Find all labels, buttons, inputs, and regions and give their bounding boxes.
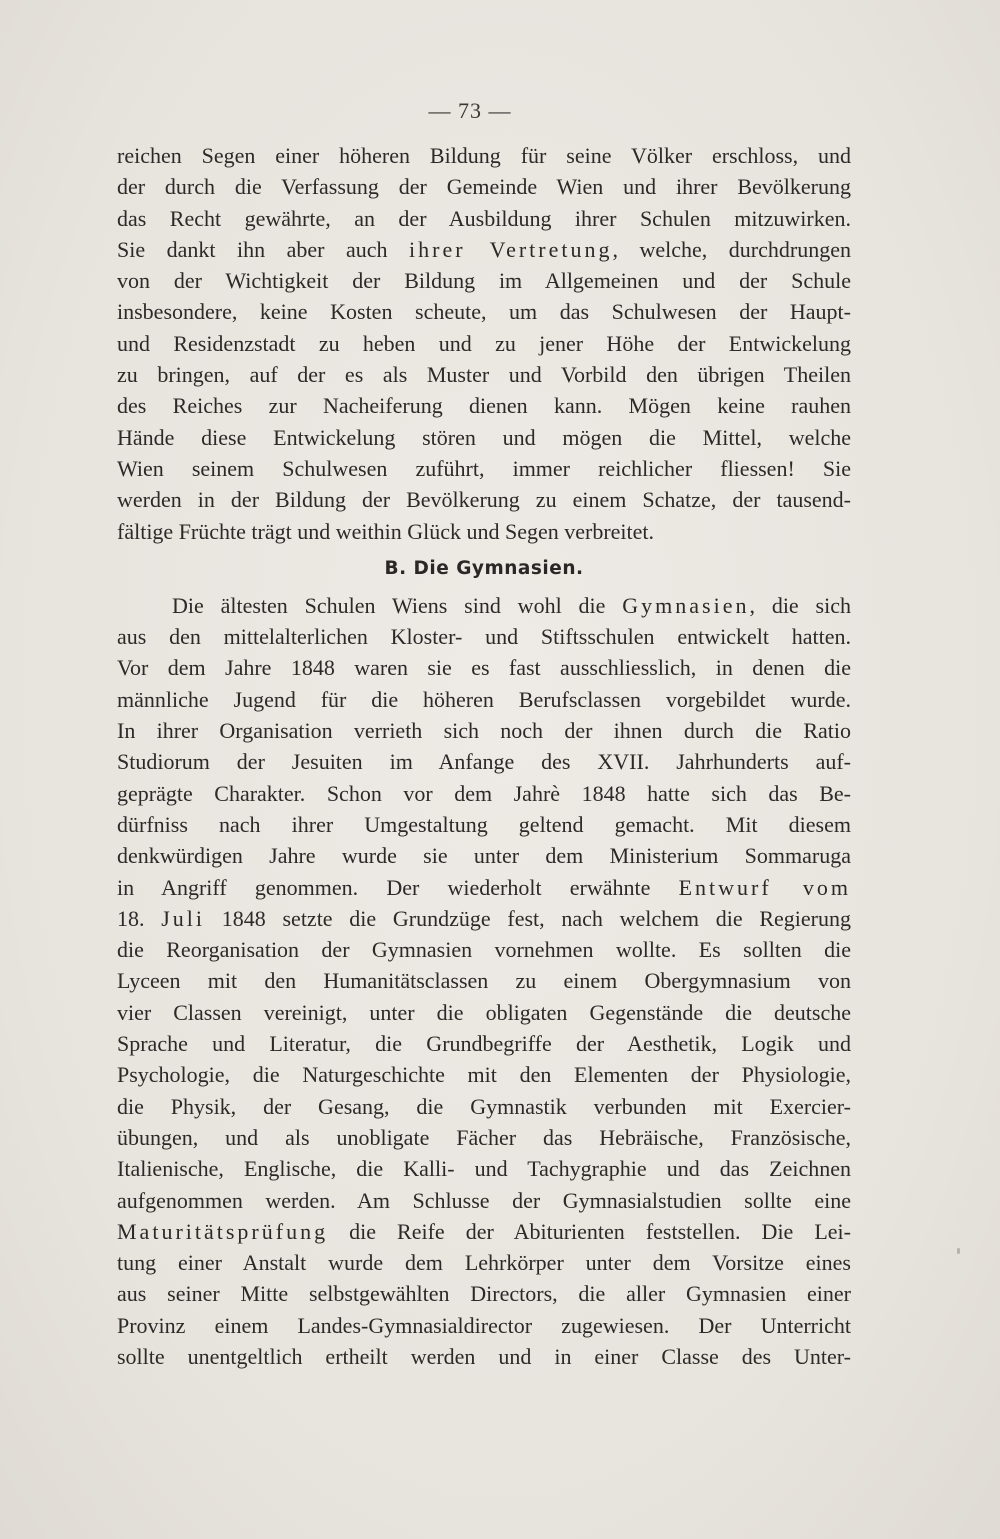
text-line: Sprache und Literatur, die Grundbegriffe der Aesthetik, Logik und [117, 1031, 851, 1057]
page-number: — 73 — [428, 98, 512, 123]
text-line: aufgenommen werden. Am Schlusse der Gymnasialstudien sollte eine [117, 1187, 851, 1213]
text-line: Vor dem Jahre 1848 waren sie es fast ausschliesslich, in denen die [117, 655, 851, 681]
text-line: reichen Segen einer höheren Bildung für seine Völker erschloss, und [117, 143, 851, 168]
text-line: Provinz einem Landes-Gymnasialdirector zugewiesen. Der Unterricht [117, 1312, 851, 1338]
text-line [117, 1216, 851, 1247]
text-line: werden in der Bildung der Bevölkerung zu einem Schatze, der tausend- [117, 487, 851, 513]
text-line: übungen, und als unobligate Fächer das Hebräische, Französische, [117, 1124, 851, 1150]
text-segment: 18. [117, 905, 162, 931]
paper-speck [957, 1248, 960, 1254]
text-line: insbesondere, keine Kosten scheute, um das Schulwesen der Haupt- [117, 299, 851, 325]
text-line: Wien seinem Schulwesen zuführt, immer reichlicher fliessen! Sie [117, 455, 851, 481]
text-line: das Recht gewährte, an der Ausbildung ihrer Schulen mitzuwirken. [117, 205, 851, 231]
spaced-emphasis: Entwurf vom [678, 874, 851, 900]
section-heading: B. Die Gymnasien. [384, 557, 584, 579]
text-line: dürfniss nach ihrer Umgestaltung geltend gemacht. Mit diesem [117, 811, 851, 837]
text-segment: , die sich [749, 592, 851, 618]
text-line [117, 234, 851, 265]
text-line [117, 872, 851, 903]
body-text [117, 140, 851, 1372]
text-line: männliche Jugend für die höheren Berufsclassen vorgebildet wurde. [117, 686, 851, 712]
text-line: der durch die Verfassung der Gemeinde Wien und ihrer Bevölkerung [117, 174, 851, 200]
text-line: zu bringen, auf der es als Muster und Vorbild den übrigen Theilen [117, 362, 851, 388]
text-line [117, 903, 851, 934]
text-line [117, 590, 851, 621]
text-segment: 1848 setzte die Grundzüge fest, nach welchem die Regierung [205, 905, 852, 931]
spaced-emphasis: ihrer Vertretung [409, 236, 613, 262]
text-line: fältige Früchte trägt und weithin Glück und Segen verbreitet. [117, 518, 655, 544]
spaced-emphasis: Juli [161, 905, 206, 931]
spaced-emphasis: Maturitätsprüfung [117, 1218, 329, 1244]
text-segment: , welche, durchdrungen [612, 236, 851, 262]
text-line: die Physik, der Gesang, die Gymnastik verbunden mit Exercier- [117, 1093, 851, 1119]
text-line: Hände diese Entwickelung stören und mögen die Mittel, welche [117, 424, 851, 450]
text-line: von der Wichtigkeit der Bildung im Allgemeinen und der Schule [117, 268, 851, 294]
text-line: aus seiner Mitte selbstgewählten Directors, die aller Gymnasien einer [117, 1281, 851, 1307]
text-line: denkwürdigen Jahre wurde sie unter dem Ministerium Sommaruga [117, 843, 851, 869]
text-segment: die Reife der Abiturienten feststellen. Die Lei- [328, 1218, 851, 1244]
text-line: In ihrer Organisation verrieth sich noch der ihnen durch die Ratio [117, 718, 851, 744]
text-line: sollte unentgeltlich ertheilt werden und in einer Classe des Unter- [117, 1343, 851, 1369]
text-line: Studiorum der Jesuiten im Anfange des XVII. Jahrhunderts auf- [117, 749, 851, 775]
text-line: geprägte Charakter. Schon vor dem Jahrè 1848 hatte sich das Be- [117, 780, 851, 806]
text-line: Psychologie, die Naturgeschichte mit den Elementen der Physiologie, [117, 1062, 851, 1088]
text-line: tung einer Anstalt wurde dem Lehrkörper unter dem Vorsitze eines [117, 1250, 851, 1276]
spaced-emphasis: Gymnasien [622, 592, 750, 618]
text-segment: in Angriff genommen. Der wiederholt erwähnte [117, 874, 679, 900]
text-line: aus den mittelalterlichen Kloster- und Stiftsschulen entwickelt hatten. [117, 624, 851, 650]
text-line: des Reiches zur Nacheiferung dienen kann. Mögen keine rauhen [117, 393, 851, 419]
text-line: die Reorganisation der Gymnasien vornehmen wollte. Es sollten die [117, 937, 851, 963]
text-line: Lyceen mit den Humanitätsclassen zu einem Obergymnasium von [117, 968, 851, 994]
text-line: Italienische, Englische, die Kalli- und Tachygraphie und das Zeichnen [117, 1156, 851, 1182]
text-line: vier Classen vereinigt, unter die obligaten Gegenstände die deutsche [117, 999, 851, 1025]
text-line: und Residenzstadt zu heben und zu jener Höhe der Entwickelung [117, 330, 851, 356]
text-segment: Die ältesten Schulen Wiens sind wohl die [172, 592, 623, 618]
text-segment: Sie dankt ihn aber auch [117, 236, 409, 262]
